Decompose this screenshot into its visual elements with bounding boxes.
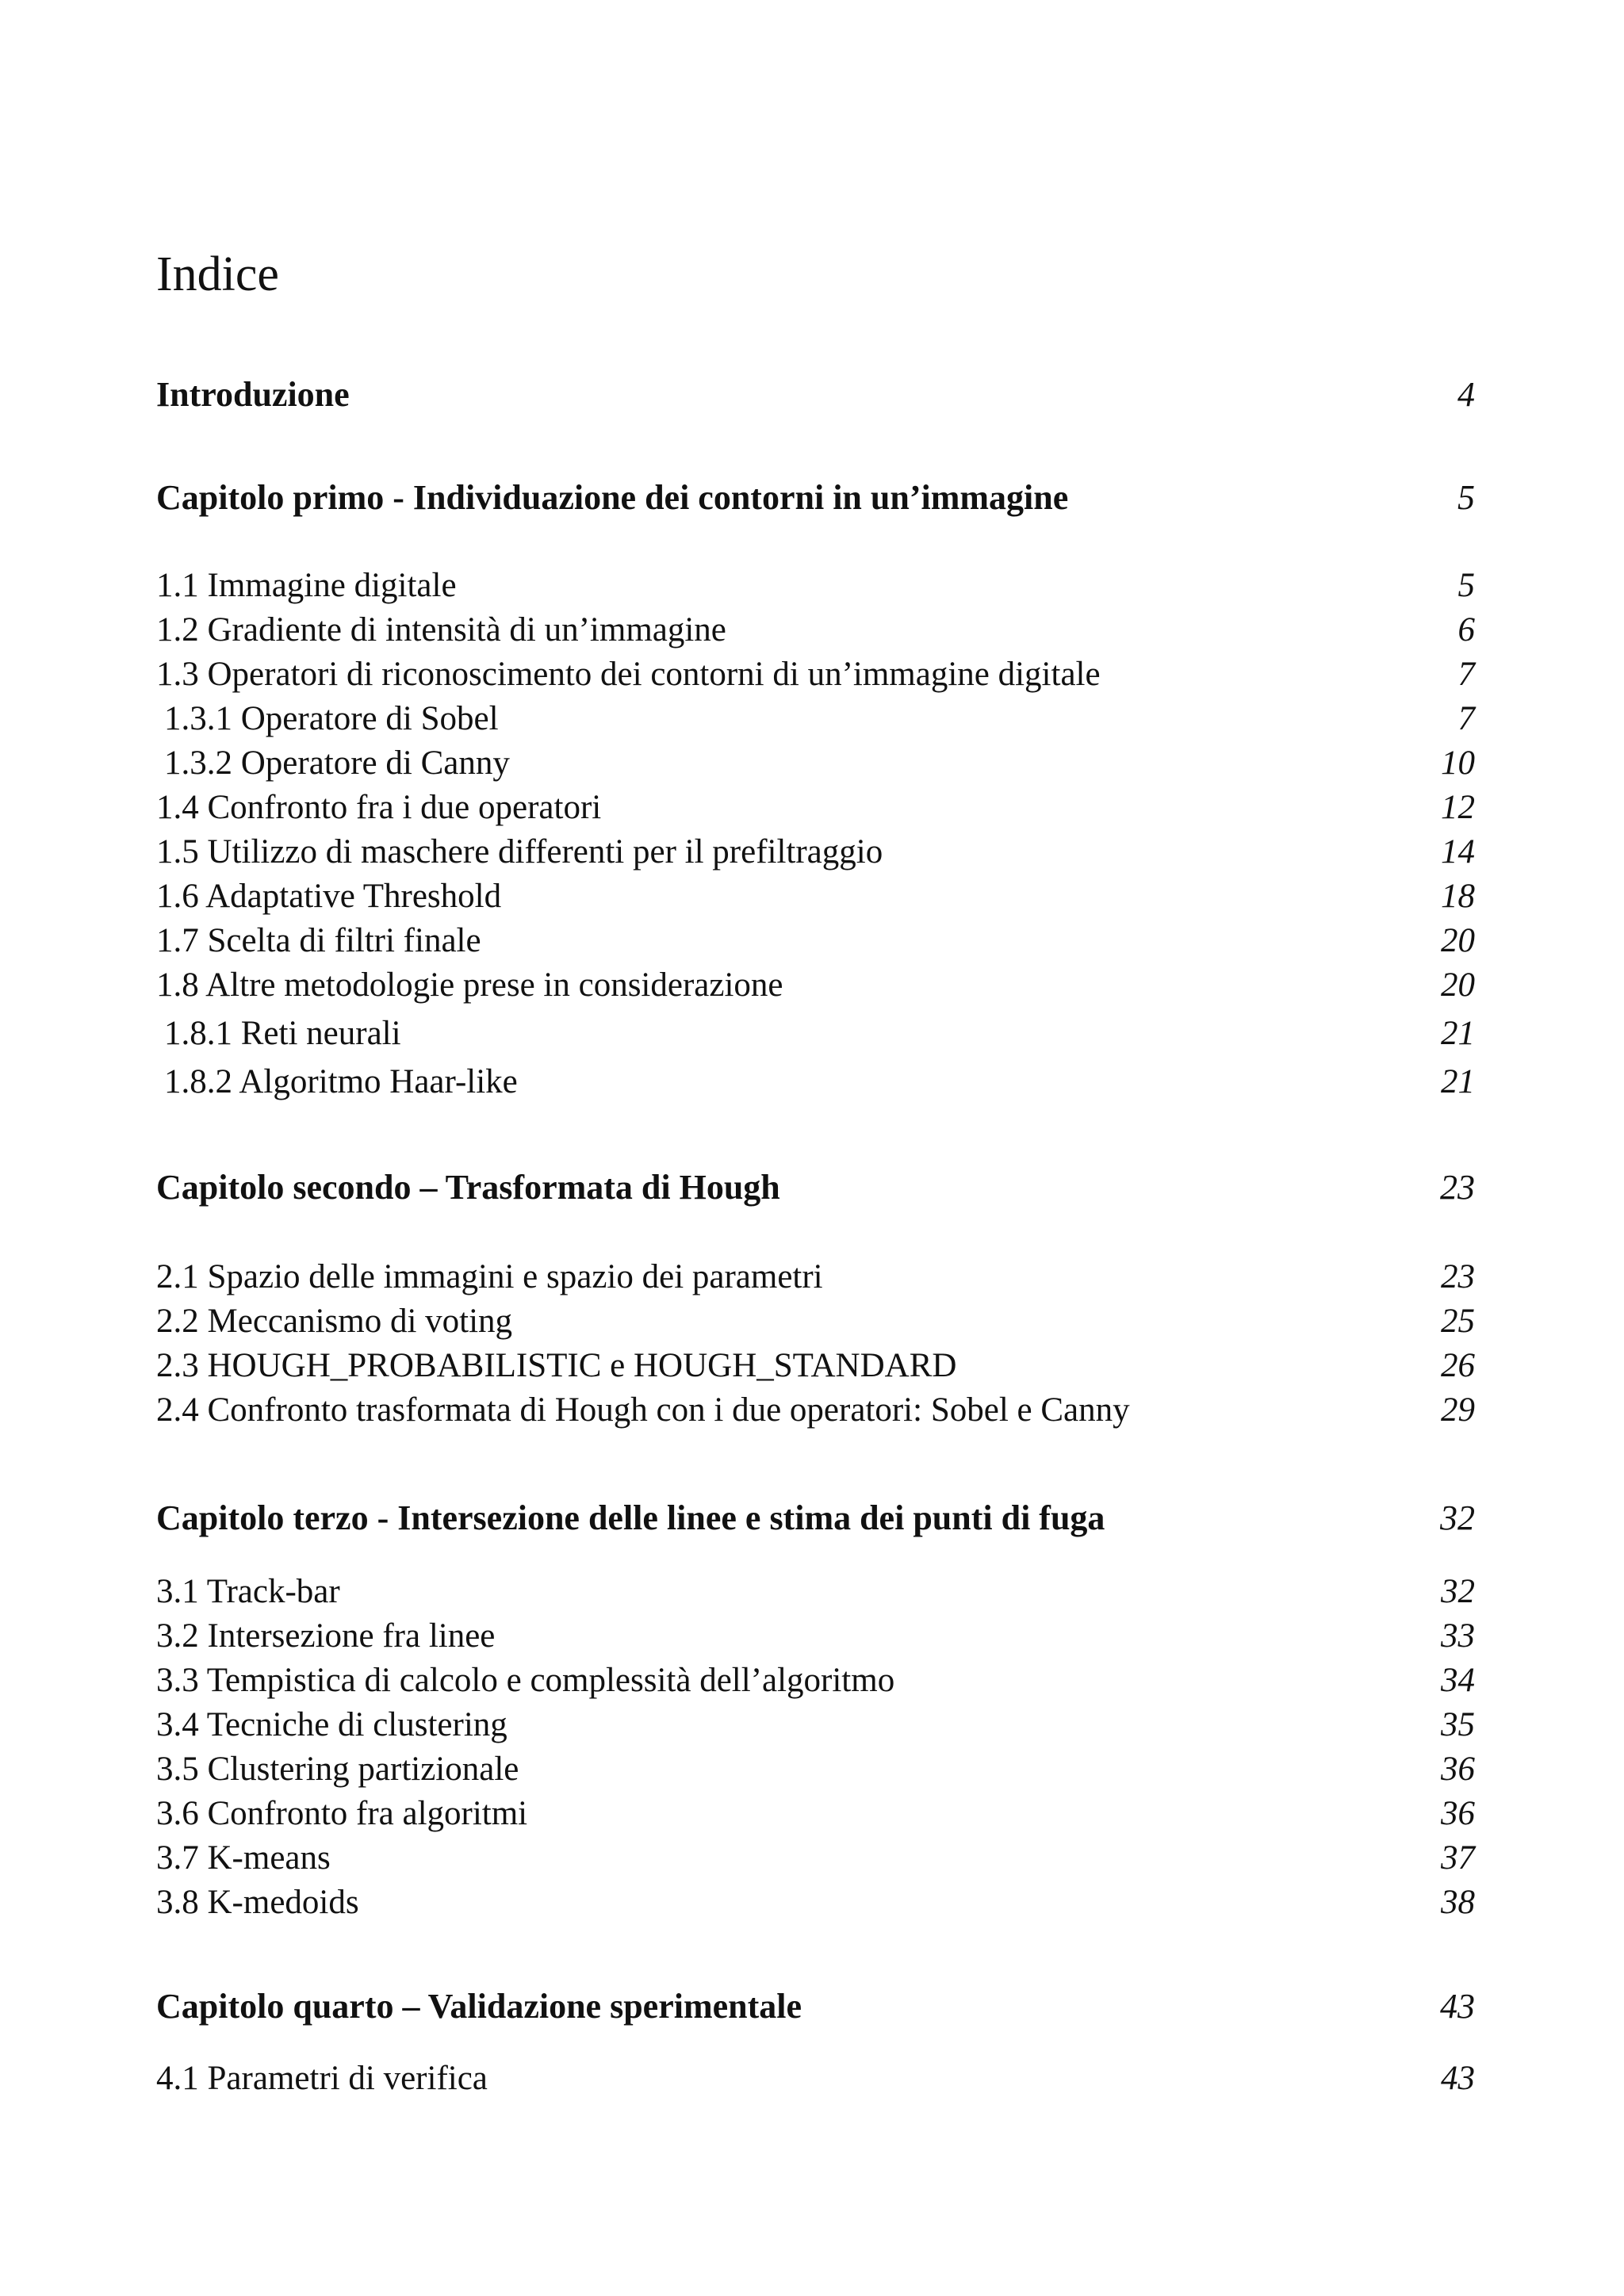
toc-entry-label: 1.8.2 Algoritmo Haar-like — [164, 1063, 518, 1100]
toc-entry-label: 1.3.1 Operatore di Sobel — [164, 700, 499, 737]
toc-entry-label: 1.4 Confronto fra i due operatori — [156, 789, 602, 826]
toc-entry-page: 18 — [1441, 878, 1475, 915]
toc-entry-page: 10 — [1441, 744, 1475, 782]
toc-entry[interactable] — [156, 1705, 1475, 1746]
toc-entry[interactable] — [156, 1986, 1475, 2027]
toc-entry-page: 7 — [1457, 700, 1475, 737]
toc-entry[interactable] — [156, 1301, 1475, 1342]
toc-entry-label: 4.1 Parametri di verifica — [156, 2060, 488, 2097]
toc-entry[interactable] — [156, 1390, 1475, 1431]
toc-entry-label: 1.8.1 Reti neurali — [164, 1015, 401, 1052]
toc-entry-page: 36 — [1441, 1795, 1475, 1832]
toc-entry[interactable] — [156, 477, 1475, 519]
toc-entry-page: 26 — [1441, 1347, 1475, 1384]
toc-entry[interactable] — [156, 1838, 1475, 1879]
toc-entry-label: 3.1 Track-bar — [156, 1573, 340, 1610]
toc-entry-page: 21 — [1441, 1063, 1475, 1100]
toc-entry-label: Capitolo secondo – Trasformata di Hough — [156, 1168, 780, 1207]
toc-entry[interactable] — [156, 1660, 1475, 1701]
toc-entry[interactable] — [156, 1749, 1475, 1790]
toc-entry-label: 3.2 Intersezione fra linee — [156, 1617, 496, 1655]
toc-entry-label: 1.3 Operatori di riconoscimento dei contorni di un’immagine digitale — [156, 656, 1101, 693]
toc-entry-page: 20 — [1441, 966, 1475, 1004]
toc-entry-label: 3.7 K-means — [156, 1839, 331, 1877]
toc-entry-label: 2.1 Spazio delle immagini e spazio dei parametri — [156, 1258, 823, 1295]
toc-entry-page: 32 — [1440, 1498, 1475, 1537]
toc-entry[interactable] — [156, 1257, 1475, 1298]
toc-entry[interactable] — [156, 2058, 1475, 2099]
toc-entry-label: 1.8 Altre metodologie prese in considerazione — [156, 966, 783, 1004]
toc-entry[interactable] — [156, 610, 1475, 651]
toc-entry-label: 3.5 Clustering partizionale — [156, 1751, 519, 1788]
toc-entry[interactable] — [156, 1882, 1475, 1923]
toc-entry-label: 1.2 Gradiente di intensità di un’immagine — [156, 611, 726, 649]
toc-entry-page: 33 — [1441, 1617, 1475, 1655]
toc-entry[interactable] — [156, 1498, 1475, 1539]
toc-entry-page: 35 — [1441, 1706, 1475, 1743]
toc-entry-page: 32 — [1441, 1573, 1475, 1610]
toc-entry[interactable] — [156, 565, 1475, 607]
toc-entry-label: Capitolo primo - Individuazione dei contorni in un’immagine — [156, 478, 1069, 517]
toc-entry-label: 3.3 Tempistica di calcolo e complessità dell’algoritmo — [156, 1662, 895, 1699]
toc-entry-label: 2.2 Meccanismo di voting — [156, 1303, 513, 1340]
toc-entry-page: 23 — [1440, 1168, 1475, 1207]
toc-entry[interactable] — [156, 920, 1475, 962]
toc-entry-page: 34 — [1441, 1662, 1475, 1699]
toc-entry-label: 1.7 Scelta di filtri finale — [156, 922, 481, 959]
toc-entry[interactable] — [156, 965, 1475, 1006]
toc-entry[interactable] — [156, 1571, 1475, 1613]
toc-entry-page: 43 — [1441, 2060, 1475, 2097]
toc-entry[interactable] — [156, 698, 1475, 740]
toc-entry[interactable] — [156, 1013, 1475, 1054]
toc-entry[interactable] — [156, 1793, 1475, 1835]
toc-entry-label: Capitolo terzo - Intersezione delle linee e stima dei punti di fuga — [156, 1498, 1105, 1537]
toc-entry-page: 43 — [1440, 1987, 1475, 2026]
toc-entry-label: Introduzione — [156, 375, 350, 414]
toc-entry[interactable] — [156, 374, 1475, 415]
toc-entry-label: 1.1 Immagine digitale — [156, 567, 457, 604]
toc-entry-page: 12 — [1441, 789, 1475, 826]
toc-entry-page: 21 — [1441, 1015, 1475, 1052]
toc-entry-page: 7 — [1457, 656, 1475, 693]
toc-entry-label: 1.6 Adaptative Threshold — [156, 878, 502, 915]
toc-entry-page: 37 — [1441, 1839, 1475, 1877]
toc-entry-label: 3.6 Confronto fra algoritmi — [156, 1795, 528, 1832]
page-title: Indice — [156, 247, 279, 301]
toc-entry-page: 5 — [1457, 567, 1475, 604]
toc-entry[interactable] — [156, 1616, 1475, 1657]
toc-entry-page: 38 — [1441, 1884, 1475, 1921]
toc-entry[interactable] — [156, 654, 1475, 695]
toc-entry[interactable] — [156, 1167, 1475, 1208]
toc-entry-page: 36 — [1441, 1751, 1475, 1788]
toc-entry-page: 25 — [1441, 1303, 1475, 1340]
toc-entry[interactable] — [156, 832, 1475, 873]
toc-entry-page: 23 — [1441, 1258, 1475, 1295]
toc-entry-label: 1.5 Utilizzo di maschere differenti per il prefiltraggio — [156, 833, 883, 871]
toc-entry-label: 1.3.2 Operatore di Canny — [164, 744, 510, 782]
toc-entry-label: 3.4 Tecniche di clustering — [156, 1706, 508, 1743]
toc-entry-page: 29 — [1441, 1391, 1475, 1429]
toc-entry[interactable] — [156, 787, 1475, 828]
toc-entry[interactable] — [156, 743, 1475, 784]
toc-entry-page: 6 — [1457, 611, 1475, 649]
toc-entry[interactable] — [156, 1345, 1475, 1387]
toc-entry[interactable] — [156, 1062, 1475, 1103]
toc-entry-label: Capitolo quarto – Validazione sperimentale — [156, 1987, 802, 2026]
toc-entry[interactable] — [156, 876, 1475, 917]
toc-entry-label: 3.8 K-medoids — [156, 1884, 359, 1921]
toc-entry-page: 20 — [1441, 922, 1475, 959]
toc-entry-page: 4 — [1457, 375, 1475, 414]
toc-entry-label: 2.3 HOUGH_PROBABILISTIC e HOUGH_STANDARD — [156, 1347, 957, 1384]
toc-entry-page: 14 — [1441, 833, 1475, 871]
toc-entry-label: 2.4 Confronto trasformata di Hough con i due operatori: Sobel e Canny — [156, 1391, 1130, 1429]
toc-entry-page: 5 — [1457, 478, 1475, 517]
